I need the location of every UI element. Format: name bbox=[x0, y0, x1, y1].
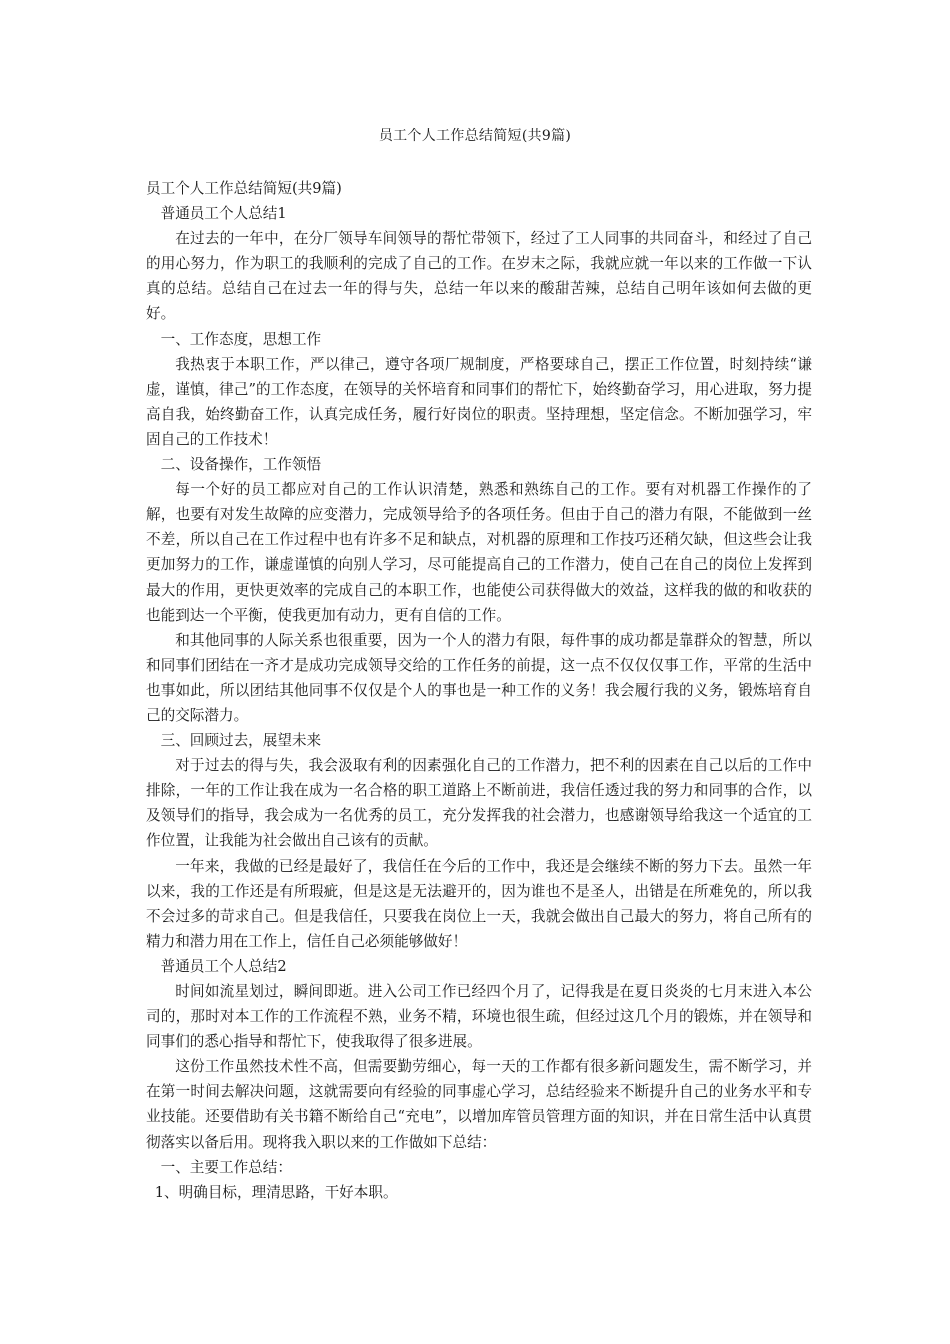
page-title: 员工个人工作总结简短(共9篇) bbox=[378, 128, 572, 144]
section-heading: 普通员工个人总结1 bbox=[160, 205, 287, 223]
section-heading: 普通员工个人总结2 bbox=[160, 957, 287, 975]
section-heading: 一、主要工作总结： bbox=[160, 1158, 292, 1176]
section-heading: 一、工作态度，思想工作 bbox=[160, 330, 322, 348]
section-heading: 二、设备操作，工作领悟 bbox=[160, 456, 322, 474]
paragraph: 时间如流星划过，瞬间即逝。进入公司工作已经四个月了，记得我是在夏日炎炎的七月末进入本公司的，那时对本工作的工作流程不熟，业务不精，环境也很生疏，但经过这几个月的锻炼，并在领导和同事们的悉心指导和帮忙下，使我取得了很多进展。 bbox=[146, 983, 812, 1051]
paragraph: 一年来，我做的已经是最好了，我信任在今后的工作中，我还是会继续不断的努力下去。虽然一年以来，我的工作还是有所瑕疵，但是这是无法避开的，因为谁也不是圣人，出错是在所难免的，所以我不会过多的苛求自己。但是我信任，只要我在岗位上一天，我就会做出自己最大的努力，将自己所有的精力和潜力用在工作上，信任自己必须能够做好！ bbox=[146, 857, 812, 950]
paragraph: 和其他同事的人际关系也很重要，因为一个人的潜力有限，每件事的成功都是靠群众的智慧，所以和同事们团结在一齐才是成功完成领导交给的工作任务的前提，这一点不仅仅仅事工作，平常的生活中也事如此，所以团结其他同事不仅仅是个人的事也是一种工作的义务！我会履行我的义务，锻炼培育自己的交际潜力。 bbox=[146, 631, 812, 724]
document-body bbox=[146, 176, 812, 1205]
paragraph: 对于过去的得与失，我会汲取有利的因素强化自己的工作潜力，把不利的因素在自己以后的工作中排除，一年的工作让我在成为一名合格的职工道路上不断前进，我信任透过我的努力和同事的合作，以及领导们的指导，我会成为一名优秀的员工，充分发挥我的社会潜力，也感谢领导给我这一个适宜的工作位置，让我能为社会做出自己该有的贡献。 bbox=[146, 757, 812, 850]
section-heading: 三、回顾过去，展望未来 bbox=[160, 732, 322, 750]
paragraph: 我热衷于本职工作，严以律己，遵守各项厂规制度，严格要球自己，摆正工作位置，时刻持续“谦虚，谨慎，律己”的工作态度，在领导的关怀培育和同事们的帮忙下，始终勤奋学习，用心进取，努力提高自我，始终勤奋工作，认真完成任务，履行好岗位的职责。坚持理想，坚定信念。不断加强学习，牢固自己的工作技术！ bbox=[146, 355, 812, 448]
paragraph: 每一个好的员工都应对自己的工作认识清楚，熟悉和熟练自己的工作。要有对机器工作操作的了解，也要有对发生故障的应变潜力，完成领导给予的各项任务。但由于自己的潜力有限，不能做到一丝不差，所以自己在工作过程中也有许多不足和缺点，对机器的原理和工作技巧还稍欠缺，但这些会让我更加努力的工作，谦虚谨慎的向别人学习，尽可能提高自己的工作潜力，使自己在自己的岗位上发挥到最大的作用，更快更效率的完成自己的本职工作，也能使公司获得做大的效益，这样我的做的和收获的也能到达一个平衡，使我更加有动力，更有自信的工作。 bbox=[146, 481, 812, 624]
paragraph: 这份工作虽然技术性不高，但需要勤劳细心，每一天的工作都有很多新问题发生，需不断学习，并在第一时间去解决问题，这就需要向有经验的同事虚心学习，总结经验来不断提升自己的业务水平和专业技能。还要借助有关书籍不断给自己“充电”，以增加库管员管理方面的知识，并在日常生活中认真贯彻落实以备后用。现将我入职以来的工作做如下总结： bbox=[146, 1058, 812, 1151]
paragraph: 在过去的一年中，在分厂领导车间领导的帮忙带领下，经过了工人同事的共同奋斗，和经过了自己的用心努力，作为职工的我顺利的完成了自己的工作。在岁末之际，我就应就一年以来的工作做一下认真的总结。总结自己在过去一年的得与失，总结一年以来的酸甜苦辣，总结自己明年该如何去做的更好。 bbox=[146, 230, 812, 323]
list-item: 1、明确目标，理清思路，干好本职。 bbox=[154, 1183, 398, 1201]
doc-heading: 员工个人工作总结简短(共9篇) bbox=[146, 180, 342, 197]
